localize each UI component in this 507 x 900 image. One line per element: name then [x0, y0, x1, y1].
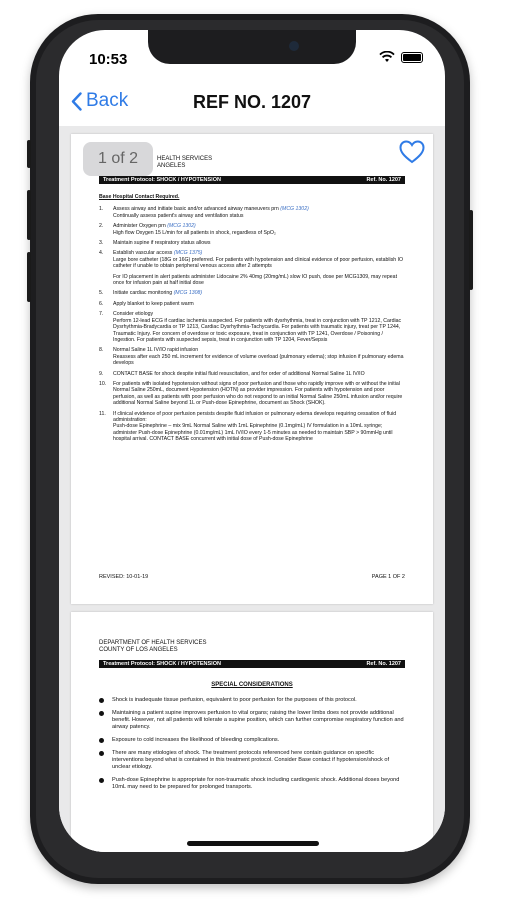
page-number: PAGE 1 OF 2 [371, 574, 405, 580]
item-text-block [113, 347, 405, 366]
item-number: 2. [99, 223, 104, 230]
item-text: Normal Saline 1L IV/IO rapid infusion [113, 347, 199, 354]
mute-switch [27, 140, 31, 168]
protocol-item [99, 301, 405, 307]
item-subtext: Large bore catheter (18G or 16G) preferred. For patients with hypotension and clinical evidence of poor perfusion, establish IO catheter if unable to obtain peripheral venous access after 2 attempts [113, 256, 404, 270]
item-text-block [113, 274, 405, 287]
item-number: 4. [99, 250, 104, 257]
dept-header [99, 640, 206, 654]
protocol-item [99, 206, 405, 219]
item-number: 3. [99, 240, 104, 247]
item-number: 8. [99, 347, 104, 354]
item-text-block [113, 290, 405, 296]
item-number: 1. [99, 206, 104, 213]
bullet-icon [99, 711, 104, 716]
item-text: Administer Oxygen prn [113, 223, 166, 230]
page-footer [99, 574, 405, 580]
item-link[interactable]: (MCG 1302) [280, 206, 309, 213]
item-number: 9. [99, 370, 104, 377]
item-text-block [113, 250, 405, 269]
bullet-icon [99, 778, 104, 783]
protocol-item [99, 371, 405, 377]
protocol-item [99, 311, 405, 343]
dept-line: HEALTH SERVICES [157, 156, 213, 162]
item-subtext: High flow Oxygen 15 L/min for all patients in shock, regardless of SpO₂ [113, 229, 276, 236]
consideration-text: There are many etiologies of shock. The treatment protocols referenced here contain guidance on specific interventions beyond what is contained in this treatment protocol. Consider Base contact if hypotension/shock of unclear etiology. [112, 750, 390, 770]
dept-line: COUNTY OF LOS ANGELES [99, 647, 178, 653]
protocol-item [99, 223, 405, 236]
battery-icon [401, 52, 423, 63]
dept-line: DEPARTMENT OF HEALTH SERVICES [99, 640, 207, 646]
item-number [99, 274, 113, 287]
status-time: 10:53 [89, 51, 128, 68]
notch [148, 30, 356, 64]
nav-bar [59, 80, 445, 126]
pdf-viewer[interactable] [59, 126, 445, 852]
consideration-item [99, 710, 405, 731]
item-number: 10. [99, 380, 107, 387]
section-title: SPECIAL CONSIDERATIONS [211, 682, 293, 688]
protocol-bar [99, 176, 405, 184]
item-text-block [113, 301, 405, 307]
bullet-icon [99, 751, 104, 756]
consideration-item [99, 697, 405, 704]
item-text: For IO placement in alert patients administer Lidocaine 2% 40mg (20mg/mL) slow IO push, dose per MCG1309, may repeat once for infusion pain at half initial dose [113, 273, 398, 287]
item-text-block [113, 381, 405, 407]
volume-down-button [27, 252, 31, 302]
item-subtext: Continually assess patient's airway and ventilation status [113, 212, 244, 219]
item-text: CONTACT BASE for shock despite initial fluid resuscitation, and for order of additional Normal Saline 1L IV/IO [113, 370, 365, 377]
camera-icon [289, 41, 299, 51]
item-text-block [113, 240, 405, 246]
protocol-item [99, 290, 405, 296]
item-text-block [113, 223, 405, 236]
item-text: Maintain supine if respiratory status allows [113, 240, 211, 247]
volume-up-button [27, 190, 31, 240]
item-subtext: Reassess after each 250 mL increment for evidence of volume overload (pulmonary edema); stop infusion if pulmonary edema develops [113, 353, 404, 367]
protocol-item [99, 381, 405, 407]
item-text-block [113, 371, 405, 377]
item-text-block [113, 206, 405, 219]
protocol-title: Treatment Protocol: SHOCK / HYPOTENSION [103, 661, 221, 667]
power-button [469, 210, 473, 290]
consideration-text: Shock is inadequate tissue perfusion, equivalent to poor perfusion for the purposes of this protocol. [112, 697, 357, 703]
protocol-item [99, 411, 405, 443]
item-link[interactable]: (MCG 1308) [173, 290, 203, 297]
item-text-block [113, 411, 405, 443]
protocol-item [99, 274, 405, 287]
item-number: 7. [99, 311, 104, 318]
item-text: For patients with isolated hypotension without signs of poor perfusion and those who rapidly improve with or without the initial Normal Saline 250mL, document Hypotension (HOTN) as provider impression. For patients with hypotension and poor perfusion, as well as patients with poor perfusion who do not respond to an initial Normal Saline 250mL infusion and/or require additional Normal Saline beyond 1L or Push-dose Epinephrine, document as Shock (SHOK). [113, 380, 403, 407]
item-text: Initiate cardiac monitoring [113, 290, 173, 297]
item-text: Assess airway and initiate basic and/or advanced airway maneuvers prn [113, 206, 279, 213]
item-text: Apply blanket to keep patient warm [113, 300, 194, 307]
pdf-page-1 [71, 134, 433, 604]
dept-header [157, 156, 212, 170]
screen [59, 30, 445, 852]
item-number: 5. [99, 290, 104, 297]
consideration-item [99, 777, 405, 791]
bullet-icon [99, 698, 104, 703]
item-subtext: Perform 12-lead ECG if cardiac ischemia suspected. For patients with dysrhythmia, treat in conjunction with TP 1212, Cardiac Dysrhythmia-Bradycardia or TP 1213, Cardiac Dysrhythmia-Tachycardia. For patients with traumatic injury, treat per TP 1244, Traumatic Injury. For concern of overdose or toxic exposure, treat in conjunction with TP 1241, Overdose / Poisoning / Ingestion. For patients with suspected sepsis, treat in conjunction with TP 1204, Fever/Sepsis [113, 317, 402, 343]
page-indicator: 1 of 2 [83, 142, 153, 176]
revised-date: REVISED: 10-01-19 [99, 574, 149, 580]
wifi-icon [379, 51, 395, 63]
protocol-items [99, 194, 405, 447]
consideration-text: Exposure to cold increases the likelihood of bleeding complications. [112, 737, 280, 743]
bullet-icon [99, 738, 104, 743]
back-label: Back [86, 90, 129, 111]
consideration-text: Maintaining a patient supine improves perfusion to vital organs; raising the lower limbs does not provide additional benefit. However, not all patients will tolerate a supine position, which can further compromise respiratory function and airway patency. [112, 710, 404, 730]
consideration-text: Push-dose Epinephrine is appropriate for non-traumatic shock including cardiogenic shock. Additional doses beyond 10mL may need to be prepared for prolonged transports. [112, 777, 400, 790]
item-text: If clinical evidence of poor perfusion persists despite fluid infusion or pulmonary edema develops requiring cessation of fluid administration: [113, 410, 397, 423]
protocol-item [99, 347, 405, 366]
pdf-page-2 [71, 612, 433, 852]
consideration-item [99, 737, 405, 744]
dept-line: ANGELES [157, 163, 186, 169]
protocol-bar [99, 660, 405, 668]
item-text-block [113, 311, 405, 343]
protocol-item [99, 250, 405, 269]
consideration-item [99, 750, 405, 771]
ref-label: Ref. No. 1207 [366, 177, 401, 183]
item-subtext: Push-dose Epinephrine – mix 9mL Normal Saline with 1mL Epinephrine (0.1mg/mL) IV formulation in a 10mL syringe; administer Push-dose Epinephrine (0.01mg/mL) 1mL IV/IO every 1-5 minutes as needed to maintain SBP > 90mmHg until hospital arrival. CONTACT BASE concurrent with initial dose of Push-dose Epinephrine [113, 423, 393, 443]
protocol-title: Treatment Protocol: SHOCK / HYPOTENSION [103, 177, 221, 183]
item-text: Consider etiology [113, 311, 154, 318]
item-text: Establish vascular access [113, 250, 173, 257]
item-number: 11. [99, 410, 106, 417]
item-link[interactable]: (MCG 1375) [173, 250, 203, 257]
home-indicator [187, 841, 319, 846]
status-icons [379, 51, 423, 63]
ref-label: Ref. No. 1207 [366, 661, 401, 667]
page-title: REF NO. 1207 [192, 92, 312, 112]
heart-icon[interactable] [399, 140, 425, 164]
special-considerations [99, 682, 405, 797]
base-contact-note: Base Hospital Contact Required. [99, 194, 180, 200]
item-link[interactable]: (MCG 1302) [167, 223, 196, 230]
item-number: 6. [99, 300, 104, 307]
protocol-item [99, 240, 405, 246]
